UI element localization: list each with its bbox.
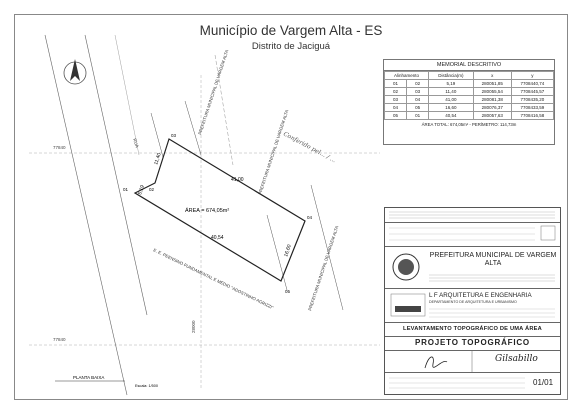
neighbor-right: PREFEITURA MUNICIPAL DE VARGEM ALTA <box>257 109 290 196</box>
grid-label-2: 77840 <box>53 337 66 342</box>
vertex-03: 03 <box>171 133 177 138</box>
plan-label: PLANTA BAIXA <box>73 375 105 380</box>
signature: Gilsabillo <box>495 354 538 364</box>
vertex-04: 04 <box>307 215 313 220</box>
memorial-footer: ÁREA TOTAL: 674,05m² - PERÍMETRO: 114,73m <box>421 122 517 127</box>
neighbor-top: PREFEITURA MUNICIPAL DE VARGEM ALTA <box>197 49 230 136</box>
scale-text: Escala: 1/500 <box>135 384 159 388</box>
title-block-header <box>385 208 560 223</box>
firm-dept: DEPARTAMENTO DE ARQUITETURA E URBANISMO <box>429 300 517 304</box>
grid-label-1: 77840 <box>53 145 66 150</box>
memorial-table <box>383 59 555 145</box>
drawing-subtitle: Distrito de Jaciguá <box>251 41 331 52</box>
projeto-title: PROJETO TOPOGRÁFICO <box>415 338 530 347</box>
title-block <box>384 207 561 395</box>
vertex-01: 01 <box>123 187 129 192</box>
municipal-seal-icon <box>391 252 421 282</box>
col-y: y <box>511 72 553 80</box>
drawing-sheet <box>14 14 568 400</box>
dim-41-00: 41,00 <box>231 177 244 183</box>
neighbor-right-lower: PREFEITURA MUNICIPAL DE VARGEM ALTA <box>307 225 340 312</box>
col-distancia: Distância(m) <box>429 72 473 80</box>
vertex-05: 05 <box>285 289 291 294</box>
neighbor-bottom: E. E. PEENSINO FUNDAMENTAL E MÉDIO "AGOSTINHO AGRIZZI" <box>152 247 275 311</box>
col-x: x <box>473 72 511 80</box>
firm-name: L F ARQUITETURA E ENGENHARIA <box>429 292 532 299</box>
prefeitura-title: PREFEITURA MUNICIPAL DE VARGEM ALTA <box>429 252 557 267</box>
street-label: RUA <box>132 137 140 149</box>
col-alinhamento: Alinhamento <box>385 72 429 80</box>
vertex-02: 02 <box>149 187 155 192</box>
table-row: 04 05 16,60 280076,37 7708433,59 <box>385 104 554 112</box>
table-row: 01 02 5,19 280051,85 7708440,74 <box>385 80 554 88</box>
area-label: ÁREA = 674,05m² <box>185 208 230 214</box>
grid-label-3: 28000 <box>191 320 196 333</box>
table-row: 05 01 40,54 280057,63 7708416,58 <box>385 112 554 120</box>
table-row: 03 04 41,00 280081,38 7708435,20 <box>385 96 554 104</box>
dim-16-60: 16,60 <box>283 243 293 258</box>
north-arrow-icon <box>64 59 86 84</box>
dim-11-40: 11,40 <box>153 152 163 166</box>
table-row: 02 03 11,40 280055,54 7708445,57 <box>385 88 554 96</box>
levantamento-title: LEVANTAMENTO TOPOGRÁFICO DE UMA ÁREA <box>403 326 542 332</box>
drawing-title: Município de Vargem Alta - ES <box>199 23 383 38</box>
memorial-title: MEMORIAL DESCRITIVO <box>384 60 554 71</box>
dim-5-19: 5,19 <box>137 184 146 196</box>
sheet-number: 01/01 <box>533 378 554 387</box>
dim-40-54: 40,54 <box>211 235 224 241</box>
firm-logo-icon <box>389 292 427 318</box>
handwritten-note: Conferido pel... / ... <box>282 130 338 165</box>
